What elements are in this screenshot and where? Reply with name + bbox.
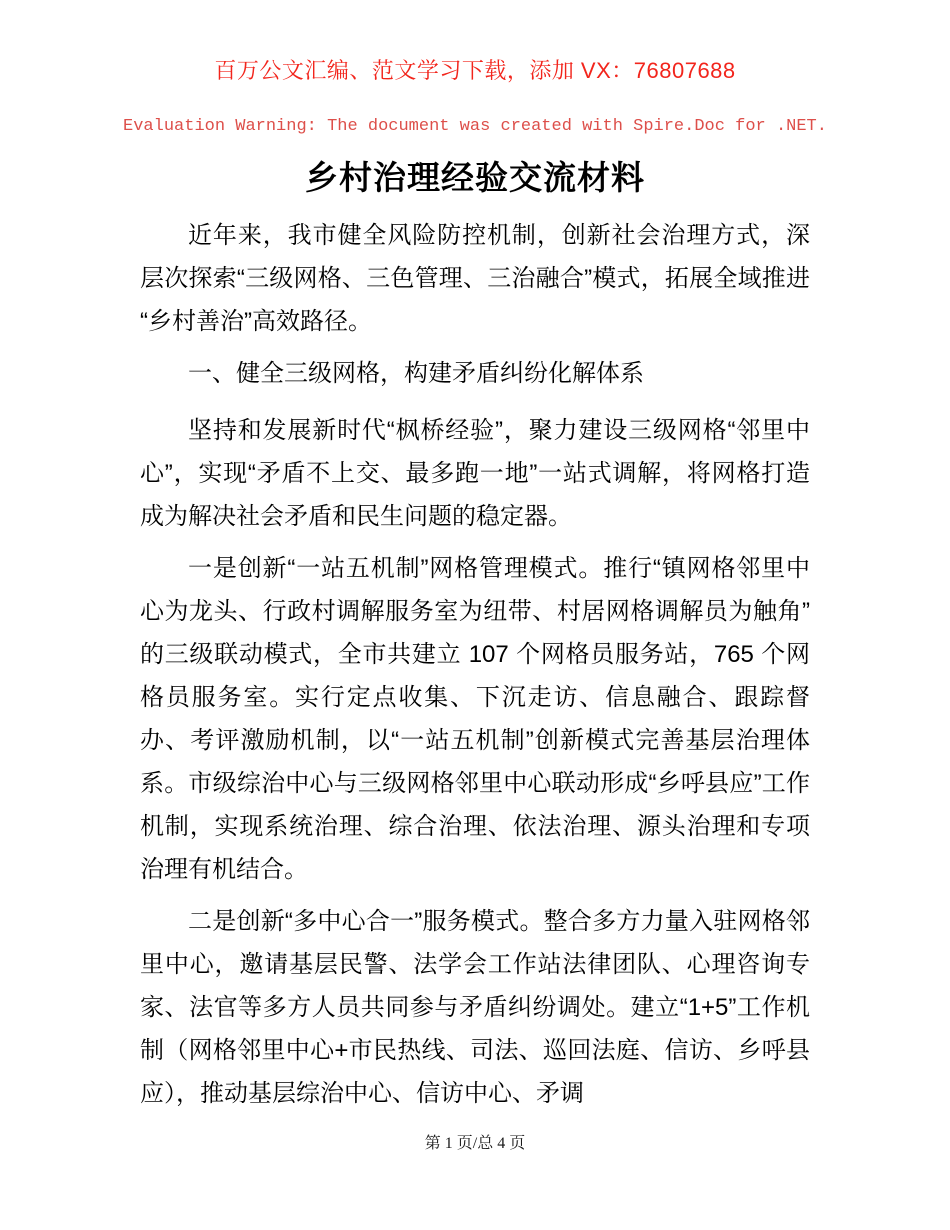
document-title: 乡村治理经验交流材料 [305,159,645,196]
page-number: 第 1 页/总 4 页 [424,1135,526,1152]
section-heading-1: 一、健全三级网格，构建矛盾纠纷化解体系 [188,360,644,387]
paragraph: 二是创新“多中心合一”服务模式。整合多方力量入驻网格邻里中心，邀请基层民警、法学会工作站法律团队、心理咨询专家、法官等多方人员共同参与矛盾纠纷调处。建立“1+5”工作机制（网格邻里中心+市民热线、司法、巡回法庭、信访、乡呼县应），推动基层综治中心、信访中心、矛调 [140,908,810,1107]
document-body [0,214,950,1115]
promo-notice: 百万公文汇编、范文学习下载，添加 VX：76807688 [214,58,736,83]
evaluation-warning: Evaluation Warning: The document was created with Spire.Doc for .NET. [123,117,827,136]
paragraph: 一是创新“一站五机制”网格管理模式。推行“镇网格邻里中心为龙头、行政村调解服务室为纽带、村居网格调解员为触角”的三级联动模式，全市共建立 107 个网格员服务站，765 个网格员服务室。实行定点收集、下沉走访、信息融合、跟踪督办、考评激励机制，以“一站五机制”创新模式完善基层治理体系。市级综治中心与三级网格邻里中心联动形成“乡呼县应”工作机制，实现系统治理、综合治理、依法治理、源头治理和专项治理有机结合。 [140,555,810,883]
paragraph: 坚持和发展新时代“枫桥经验”，聚力建设三级网格“邻里中心”，实现“矛盾不上交、最多跑一地”一站式调解，将网格打造成为解决社会矛盾和民生问题的稳定器。 [140,417,810,530]
paragraph-intro: 近年来，我市健全风险防控机制，创新社会治理方式，深层次探索“三级网格、三色管理、三治融合”模式，拓展全域推进“乡村善治”高效路径。 [140,222,810,335]
